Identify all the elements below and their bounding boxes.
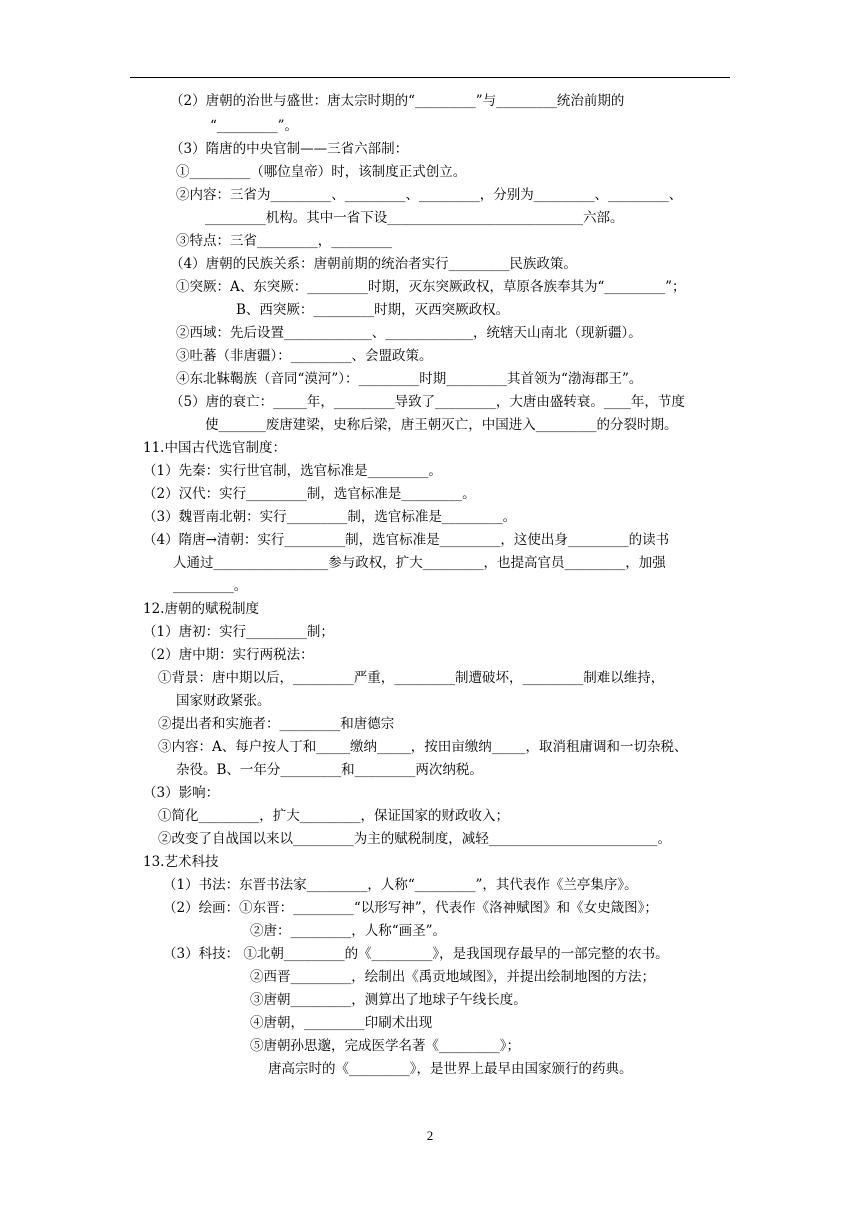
text-line: ④唐朝，_________印刷术出现 bbox=[250, 1015, 433, 1031]
text-line: （2）唐中期：实行两税法： bbox=[143, 647, 314, 663]
text-line: （3）魏晋南北朝：实行_________制，选官标准是_________。 bbox=[143, 509, 517, 525]
text-line: （1）唐初：实行_________制； bbox=[143, 624, 334, 640]
text-line: ③内容：A、每户按人丁和_____缴纳_____，按田亩缴纳_____，取消租庸调和一切杂税、 bbox=[158, 739, 688, 755]
text-line: ③特点：三省_________，_________ bbox=[176, 233, 392, 249]
text-line: _________机构。其中一省下设_____________________________六部。 bbox=[205, 210, 624, 226]
text-line: ④东北靺鞨族（音同“漠河”）：_________时期_________其首领为“渤海郡王”。 bbox=[176, 371, 643, 387]
text-line: ②内容：三省为_________、_________、_________，分别为_________、_________、 bbox=[176, 187, 683, 203]
text-line: B、西突厥：_________时期，灭西突厥政权。 bbox=[236, 302, 510, 318]
text-line: （4）隋唐→清朝：实行_________制，选官标准是_________，这使出身_________的读书 bbox=[143, 532, 670, 548]
text-line: （2）绘画：①东晋：_________“以形写神”，代表作《洛神赋图》和《女史箴图》； bbox=[163, 900, 658, 916]
text-line: ①突厥：A、东突厥：_________时期，灭东突厥政权，草原各族奉其为“_________”； bbox=[176, 279, 686, 295]
text-line: （2）唐朝的治世与盛世：唐太宗时期的“_________”与_________统治前期的 bbox=[170, 93, 625, 109]
text-line: （3）隋唐的中央官制——三省六部制： bbox=[170, 141, 409, 157]
text-line: 人通过_________________参与政权，扩大_________，也提高官员_________，加强 bbox=[173, 555, 666, 571]
text-line: 使_______废唐建梁，史称后梁，唐王朝灭亡，中国进入_________的分裂时期。 bbox=[205, 417, 678, 433]
text-line: 11.中国古代选官制度： bbox=[143, 440, 286, 456]
page-number: 2 bbox=[426, 1128, 434, 1143]
text-line: ②提出者和实施者：_________和唐德宗 bbox=[158, 716, 395, 732]
text-line: （2）汉代：实行_________制，选官标准是_________。 bbox=[143, 486, 476, 502]
text-line: （1）书法：东晋书法家_________，人称“_________”，其代表作《兰亭集序》。 bbox=[163, 877, 638, 893]
text-line: ①简化_________，扩大_________，保证国家的财政收入； bbox=[158, 808, 509, 824]
text-line: ②改变了自战国以来以_________为主的赋税制度，减轻_________________________。 bbox=[158, 831, 671, 847]
text-line: ②西域：先后设置_____________、_____________，统辖天山南北（现新疆）。 bbox=[176, 325, 642, 341]
text-line: （1）先秦：实行世官制，选官标准是_________。 bbox=[143, 463, 442, 479]
text-line: ③唐朝_________，测算出了地球子午线长度。 bbox=[250, 992, 527, 1008]
text-line: “_________”。 bbox=[210, 118, 299, 134]
text-line: ①_________（哪位皇帝）时，该制度正式创立。 bbox=[176, 164, 467, 180]
text-line: （3）影响： bbox=[143, 785, 220, 801]
text-line: ⑤唐朝孙思邈，完成医学名著《_________》； bbox=[250, 1038, 520, 1054]
text-line: _________。 bbox=[173, 578, 248, 594]
text-line: 杂役。B、一年分_________和_________两次纳税。 bbox=[176, 762, 483, 778]
text-line: ①背景：唐中期以后，_________严重，_________制遭破坏，_________制难以维持， bbox=[158, 670, 665, 686]
text-line: ③吐蕃（非唐疆）：_________、会盟政策。 bbox=[176, 348, 433, 364]
text-line: （5）唐的衰亡：_____年，_________导致了_________，大唐由盛转衰。____年，节度 bbox=[170, 394, 685, 410]
text-line: ②西晋_________，绘制出《禹贡地域图》，并提出绘制地图的方法； bbox=[250, 969, 655, 985]
text-line: 12.唐朝的赋税制度 bbox=[143, 601, 259, 617]
text-line: 13.艺术科技 bbox=[143, 854, 219, 870]
text-line: 唐高宗时的《_________》，是世界上最早由国家颁行的药典。 bbox=[268, 1061, 633, 1077]
text-line: （3）科技： ①北朝_________的《_________》，是我国现存最早的一部完整的农书。 bbox=[163, 946, 669, 962]
text-line: （4）唐朝的民族关系：唐朝前期的统治者实行_________民族政策。 bbox=[170, 256, 577, 272]
text-line: ②唐：_________，人称“画圣”。 bbox=[250, 923, 447, 939]
text-line: 国家财政紧张。 bbox=[176, 693, 271, 709]
